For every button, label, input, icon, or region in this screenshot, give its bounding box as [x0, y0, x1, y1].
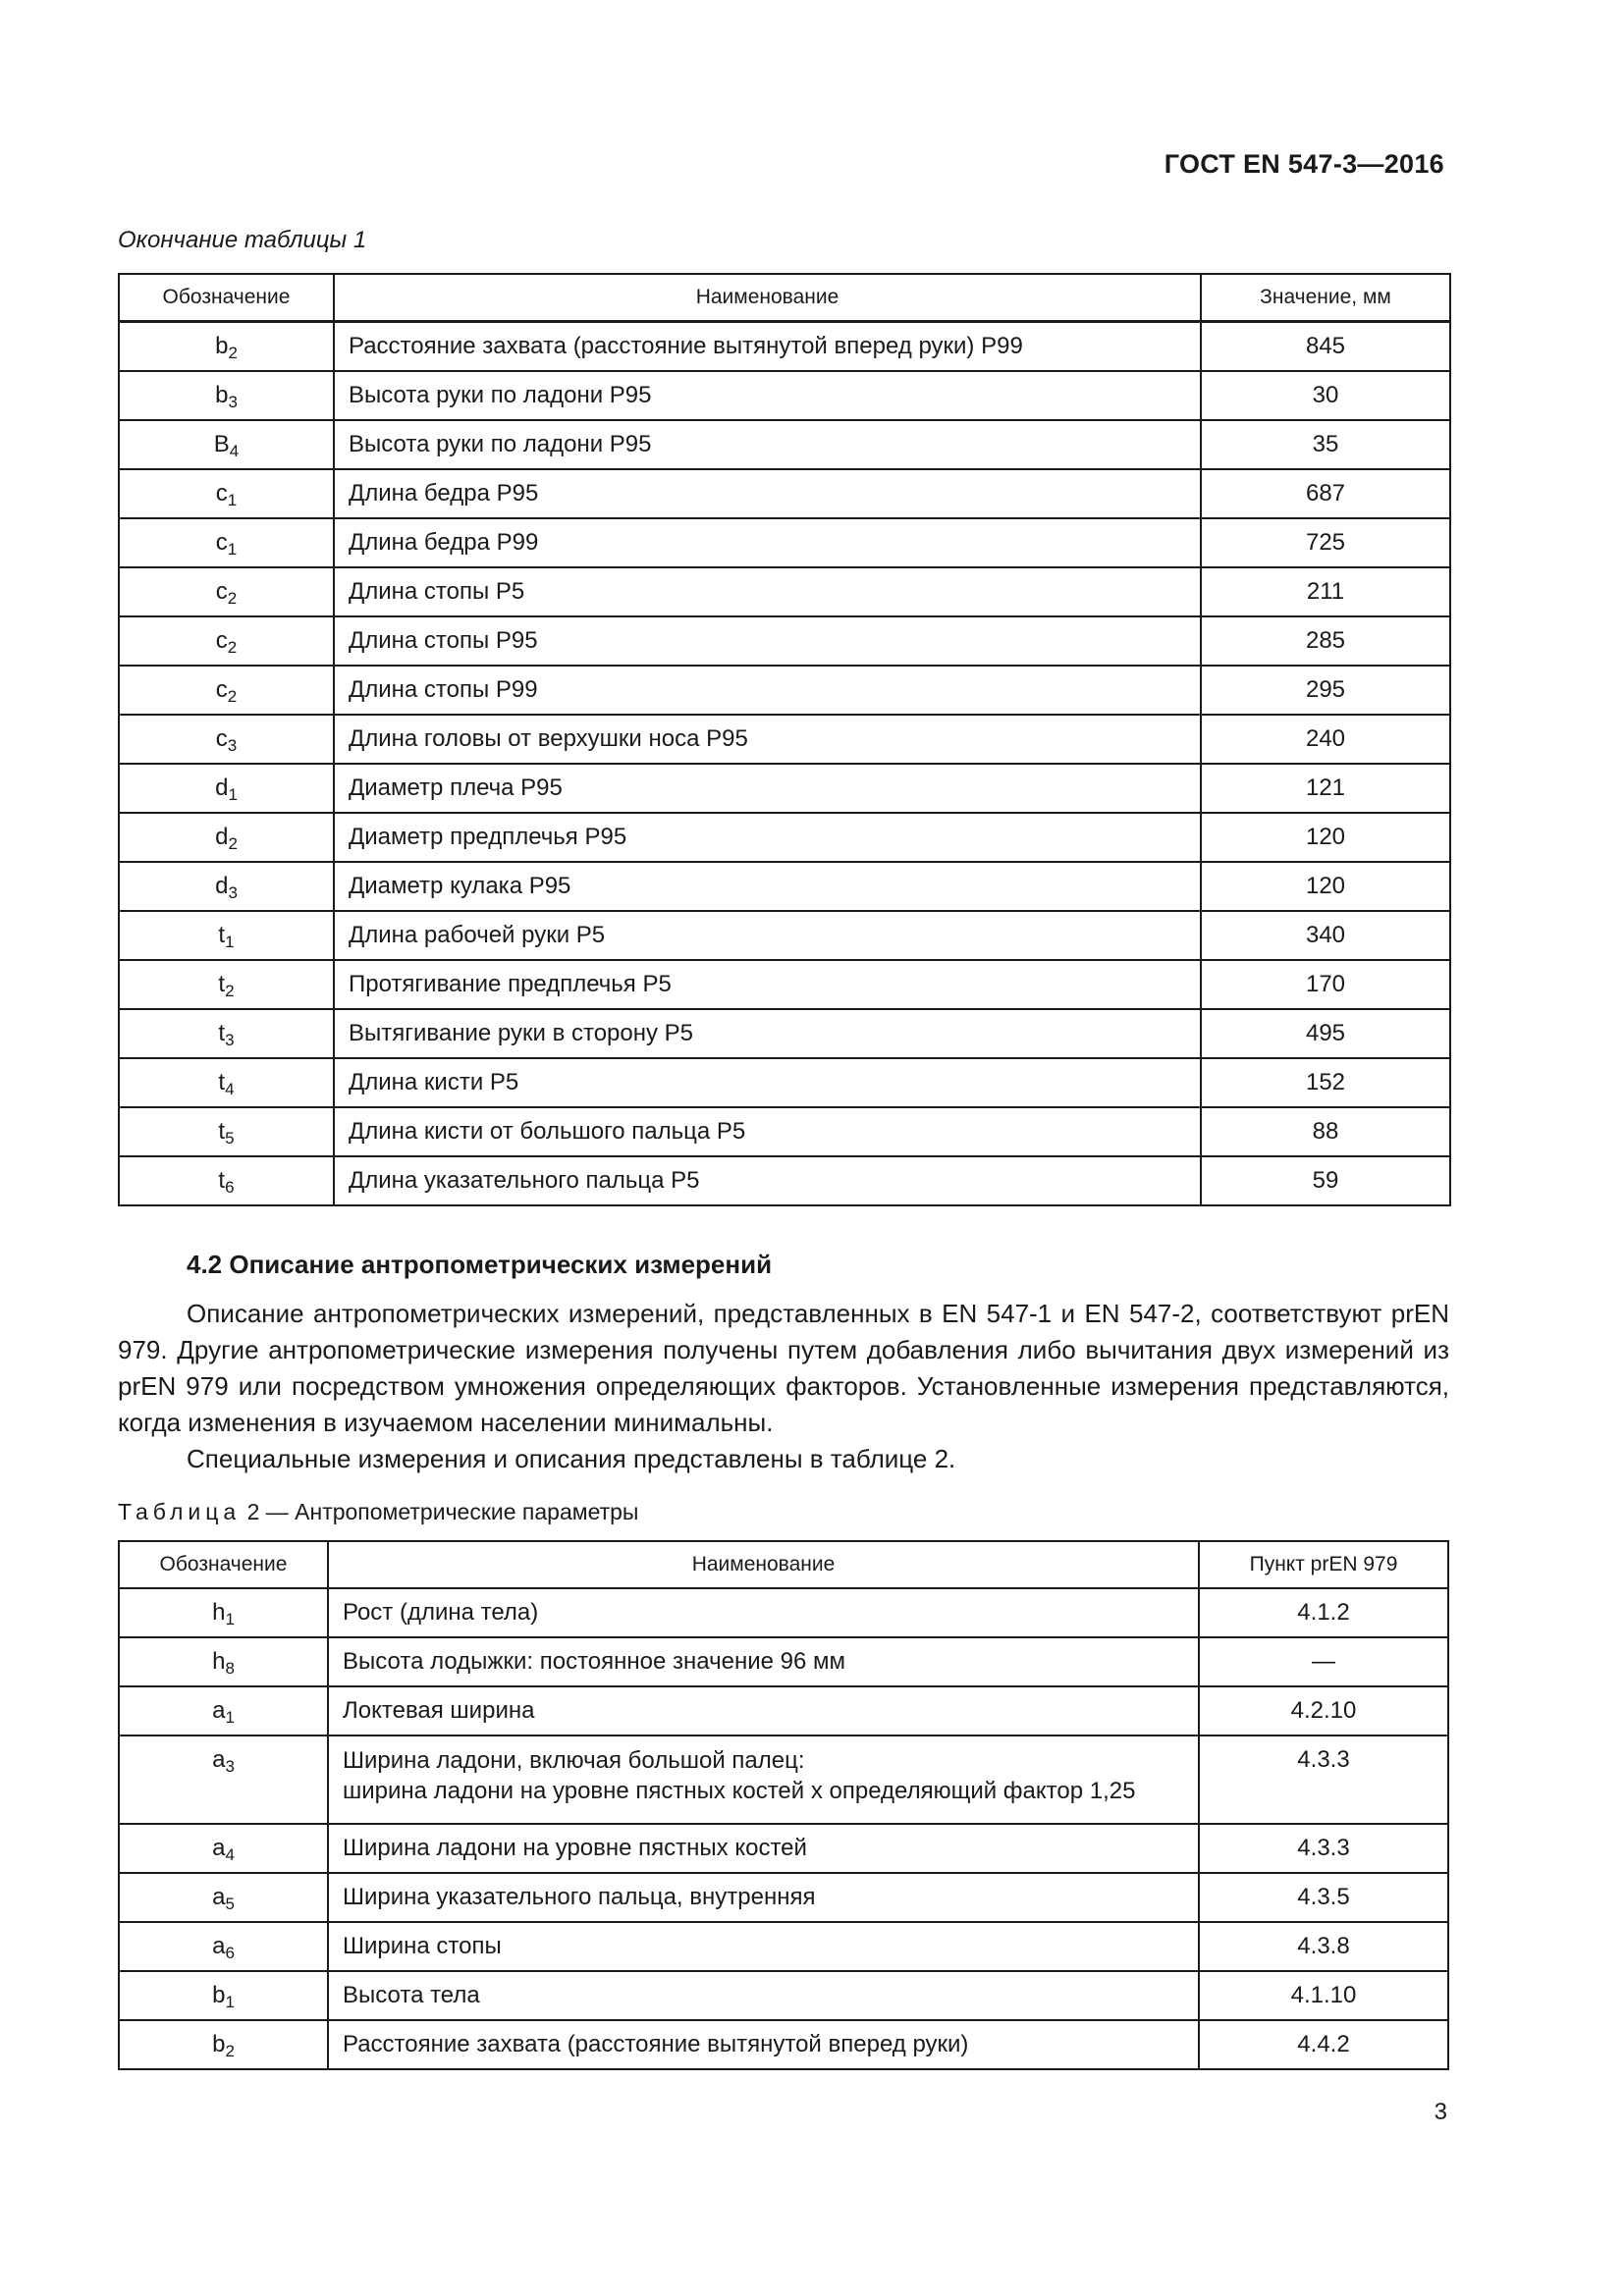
designation-subscript: 2: [227, 638, 238, 658]
designation-symbol: a: [212, 1933, 226, 1960]
designation-cell: [119, 862, 334, 911]
designation-subscript: 4: [229, 442, 240, 461]
name-cell: Длина стопы P99: [334, 666, 1201, 715]
table2-caption: [118, 1499, 638, 1525]
name-cell: Высота тела: [328, 1971, 1199, 2020]
value-cell: 725: [1201, 518, 1450, 567]
clause-cell: 4.2.10: [1199, 1686, 1448, 1735]
paragraph-description: [118, 1296, 1449, 1441]
designation-symbol: c: [215, 627, 228, 655]
designation-symbol: c: [215, 725, 228, 753]
table-row: [119, 420, 1450, 469]
value-cell: 152: [1201, 1058, 1450, 1107]
name-cell: Вытягивание руки в сторону P5: [334, 1009, 1201, 1058]
table-row: [119, 469, 1450, 518]
designation-cell: [119, 469, 334, 518]
designation-subscript: 4: [225, 1080, 235, 1099]
name-cell: Ширина ладони на уровне пястных костей: [328, 1824, 1199, 1873]
column-header-name: Наименование: [334, 274, 1201, 322]
designation-subscript: 3: [225, 1031, 235, 1050]
name-cell: Высота руки по ладони P95: [334, 371, 1201, 420]
column-header-value: Значение, мм: [1201, 274, 1450, 322]
designation-symbol: a: [212, 1835, 226, 1862]
table-row: [119, 2020, 1448, 2069]
table2: [118, 1540, 1449, 2070]
designation-cell: [119, 567, 334, 616]
column-header-designation: Обозначение: [119, 274, 334, 322]
name-cell: Расстояние захвата (расстояние вытянутой вперед руки) P99: [334, 322, 1201, 372]
table2-caption-title: 2 — Антропометрические параметры: [246, 1499, 639, 1524]
value-cell: 59: [1201, 1156, 1450, 1205]
table-row: [119, 813, 1450, 862]
clause-cell: 4.3.8: [1199, 1922, 1448, 1971]
value-cell: 495: [1201, 1009, 1450, 1058]
designation-subscript: 3: [228, 883, 238, 903]
name-cell: Длина кисти от большого пальца P5: [334, 1107, 1201, 1156]
table-row: [119, 1058, 1450, 1107]
value-cell: 340: [1201, 911, 1450, 960]
designation-subscript: 2: [228, 834, 238, 854]
designation-subscript: 1: [225, 1708, 235, 1728]
value-cell: 211: [1201, 567, 1450, 616]
table-row: [119, 1107, 1450, 1156]
designation-subscript: 1: [227, 540, 238, 560]
table-row: [119, 764, 1450, 813]
designation-subscript: 6: [225, 1178, 235, 1198]
designation-cell: [119, 1009, 334, 1058]
designation-subscript: 4: [225, 1845, 235, 1865]
designation-subscript: 5: [225, 1895, 235, 1914]
designation-cell: [119, 1637, 328, 1686]
designation-symbol: b: [215, 382, 229, 409]
designation-symbol: t: [218, 1118, 226, 1146]
name-cell: Локтевая ширина: [328, 1686, 1199, 1735]
table-row: [119, 1009, 1450, 1058]
name-cell: Ширина указательного пальца, внутренняя: [328, 1873, 1199, 1922]
designation-cell: [119, 764, 334, 813]
table-row: [119, 567, 1450, 616]
name-line: ширина ладони на уровне пястных костей х определяющий фактор 1,25: [343, 1778, 1136, 1805]
designation-symbol: h: [212, 1648, 226, 1676]
name-cell: Рост (длина тела): [328, 1588, 1199, 1637]
designation-cell: [119, 2020, 328, 2069]
designation-cell: [119, 616, 334, 666]
table1-caption: Окончание таблицы 1: [118, 227, 367, 253]
designation-cell: [119, 371, 334, 420]
table-row: [119, 1156, 1450, 1205]
designation-subscript: 1: [225, 1993, 235, 2012]
table-row: [119, 911, 1450, 960]
designation-symbol: c: [215, 578, 228, 606]
name-cell: Диаметр предплечья P95: [334, 813, 1201, 862]
designation-symbol: c: [215, 676, 228, 704]
value-cell: 687: [1201, 469, 1450, 518]
name-cell: Высота руки по ладони P95: [334, 420, 1201, 469]
designation-symbol: t: [218, 922, 226, 949]
name-cell: Длина кисти P5: [334, 1058, 1201, 1107]
clause-cell: —: [1199, 1637, 1448, 1686]
designation-subscript: 2: [227, 687, 238, 707]
designation-subscript: 3: [227, 736, 238, 756]
designation-cell: [119, 960, 334, 1009]
table-row: [119, 1922, 1448, 1971]
clause-cell: 4.3.3: [1199, 1824, 1448, 1873]
value-cell: 30: [1201, 371, 1450, 420]
designation-subscript: 1: [227, 491, 238, 510]
designation-cell: [119, 813, 334, 862]
clause-cell: 4.3.3: [1199, 1735, 1448, 1824]
column-header-designation: Обозначение: [119, 1541, 328, 1588]
value-cell: 845: [1201, 322, 1450, 372]
designation-subscript: 2: [225, 982, 235, 1001]
document-header: ГОСТ EN 547-3—2016: [1164, 149, 1444, 179]
name-cell: Ширина стопы: [328, 1922, 1199, 1971]
designation-cell: [119, 1107, 334, 1156]
table-row: [119, 616, 1450, 666]
paragraph-text: Описание антропометрических измерений, представленных в EN 547-1 и EN 547-2, соответствуют prEN 979. Другие антропометрические измерения получены путем добавления либо вычитания двух измерений из prEN 979 или посредством умножения определяющих факторов. Установленные измерения представляются, когда изменения в изучаемом населении минимальны.: [118, 1299, 1449, 1437]
designation-subscript: 3: [228, 393, 238, 412]
name-line: Ширина ладони, включая большой палец:: [343, 1747, 805, 1774]
table-row: [119, 1686, 1448, 1735]
designation-symbol: c: [215, 529, 228, 557]
value-cell: 170: [1201, 960, 1450, 1009]
table2-caption-word: Таблица: [118, 1499, 242, 1524]
name-cell: Длина стопы P95: [334, 616, 1201, 666]
clause-cell: 4.3.5: [1199, 1873, 1448, 1922]
value-cell: 120: [1201, 862, 1450, 911]
paragraph-text: Специальные измерения и описания представлены в таблице 2.: [187, 1444, 956, 1473]
table-row: [119, 371, 1450, 420]
designation-symbol: B: [213, 431, 230, 458]
designation-subscript: 1: [225, 933, 235, 952]
designation-symbol: t: [218, 971, 226, 998]
designation-symbol: t: [218, 1020, 226, 1047]
name-cell: [328, 1735, 1199, 1824]
designation-subscript: 2: [227, 589, 238, 609]
designation-symbol: d: [215, 774, 229, 802]
designation-subscript: 2: [225, 2042, 235, 2061]
name-cell: Длина стопы P5: [334, 567, 1201, 616]
value-cell: 35: [1201, 420, 1450, 469]
designation-cell: [119, 322, 334, 372]
name-cell: Расстояние захвата (расстояние вытянутой вперед руки): [328, 2020, 1199, 2069]
value-cell: 88: [1201, 1107, 1450, 1156]
value-cell: 240: [1201, 715, 1450, 764]
designation-subscript: 6: [225, 1944, 235, 1963]
table1: [118, 273, 1451, 1206]
table-row: [119, 322, 1450, 372]
designation-cell: [119, 1971, 328, 2020]
designation-symbol: a: [212, 1697, 226, 1725]
designation-cell: [119, 715, 334, 764]
table-row: [119, 1637, 1448, 1686]
designation-cell: [119, 1156, 334, 1205]
table-row: [119, 715, 1450, 764]
table1-header-row: [119, 274, 1450, 322]
name-cell: Длина рабочей руки P5: [334, 911, 1201, 960]
designation-symbol: d: [215, 824, 229, 851]
designation-cell: [119, 1588, 328, 1637]
table-row: [119, 518, 1450, 567]
value-cell: 121: [1201, 764, 1450, 813]
designation-cell: [119, 1735, 328, 1824]
name-cell: Протягивание предплечья P5: [334, 960, 1201, 1009]
designation-cell: [119, 1873, 328, 1922]
designation-subscript: 2: [228, 344, 238, 363]
designation-cell: [119, 1824, 328, 1873]
name-cell: Диаметр кулака P95: [334, 862, 1201, 911]
designation-cell: [119, 518, 334, 567]
name-cell: Длина бедра P99: [334, 518, 1201, 567]
paragraph-reference: [118, 1441, 1449, 1477]
designation-subscript: 8: [225, 1659, 235, 1679]
designation-symbol: b: [215, 333, 229, 360]
name-cell: Диаметр плеча P95: [334, 764, 1201, 813]
designation-subscript: 3: [225, 1757, 235, 1776]
column-header-clause: Пункт prEN 979: [1199, 1541, 1448, 1588]
column-header-name: Наименование: [328, 1541, 1199, 1588]
designation-symbol: a: [212, 1746, 226, 1773]
designation-cell: [119, 666, 334, 715]
page-number: 3: [1434, 2099, 1447, 2125]
table-row: [119, 1588, 1448, 1637]
designation-symbol: t: [218, 1167, 226, 1195]
clause-cell: 4.1.2: [1199, 1588, 1448, 1637]
designation-cell: [119, 420, 334, 469]
value-cell: 120: [1201, 813, 1450, 862]
designation-subscript: 5: [225, 1129, 235, 1148]
value-cell: 285: [1201, 616, 1450, 666]
designation-symbol: c: [215, 480, 228, 507]
designation-cell: [119, 1058, 334, 1107]
table-row: [119, 862, 1450, 911]
clause-cell: 4.4.2: [1199, 2020, 1448, 2069]
table-row: [119, 1824, 1448, 1873]
designation-symbol: h: [212, 1599, 226, 1627]
designation-cell: [119, 1922, 328, 1971]
section-heading: 4.2 Описание антропометрических измерений: [187, 1250, 773, 1279]
name-cell: Длина указательного пальца P5: [334, 1156, 1201, 1205]
name-cell: Высота лодыжки: постоянное значение 96 мм: [328, 1637, 1199, 1686]
designation-symbol: b: [212, 1982, 226, 2009]
designation-symbol: t: [218, 1069, 226, 1096]
designation-cell: [119, 911, 334, 960]
table2-header-row: [119, 1541, 1448, 1588]
designation-subscript: 1: [228, 785, 238, 805]
name-cell: Длина головы от верхушки носа P95: [334, 715, 1201, 764]
designation-symbol: b: [212, 2031, 226, 2058]
designation-symbol: a: [212, 1884, 226, 1911]
name-cell: Длина бедра P95: [334, 469, 1201, 518]
value-cell: 295: [1201, 666, 1450, 715]
table-row: [119, 666, 1450, 715]
designation-subscript: 1: [225, 1610, 235, 1629]
clause-cell: 4.1.10: [1199, 1971, 1448, 2020]
designation-cell: [119, 1686, 328, 1735]
table-row: [119, 1971, 1448, 2020]
table-row: [119, 1735, 1448, 1824]
designation-symbol: d: [215, 873, 229, 900]
table-row: [119, 960, 1450, 1009]
table-row: [119, 1873, 1448, 1922]
